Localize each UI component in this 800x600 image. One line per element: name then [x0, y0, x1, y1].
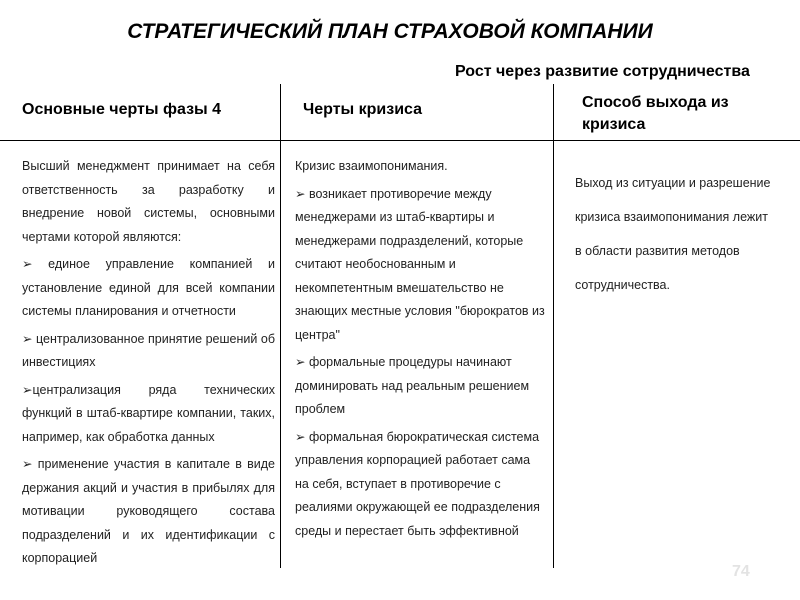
solution-column-header: Способ выхода из кризиса: [582, 94, 729, 133]
solution-column: [575, 166, 775, 306]
features-bullet: ➢централизация ряда технических функций в штаб-квартире компании, таких, например, как обработка данных: [22, 382, 275, 444]
crisis-intro: Кризис взаимопонимания.: [295, 159, 448, 173]
crisis-bullet: ➢ формальная бюрократическая система управления корпорацией работает сама на себя, вступает в противоречие с реалиями окружающей ее подразделения среды и перестает быть эффективной: [295, 429, 540, 538]
features-column: [22, 155, 275, 575]
features-column-header: Основные черты фазы 4: [22, 101, 222, 118]
subtitle: Рост через развитие сотрудничества: [455, 63, 750, 80]
column-divider-left: [280, 84, 281, 568]
page-title: СТРАТЕГИЧЕСКИЙ ПЛАН СТРАХОВОЙ КОМПАНИИ: [127, 20, 653, 43]
crisis-bullet: ➢ возникает противоречие между менеджерами из штаб-квартиры и менеджерами подразделений, которые считают необоснованным и некомпетентным вмешательство не знающих местные условия "бюрократов из центра": [295, 186, 545, 342]
features-bullet: ➢ централизованное принятие решений об инвестициях: [22, 331, 275, 369]
page-number: 74: [732, 563, 750, 580]
column-divider-right: [553, 84, 554, 568]
crisis-column: [295, 155, 545, 547]
solution-text: Выход из ситуации и разрешение кризиса взаимопонимания лежит в области развития методов сотрудничества.: [575, 176, 771, 292]
features-intro: Высший менеджмент принимает на себя ответственность за разработку и внедрение новой системы, основными чертами которой являются:: [22, 159, 275, 244]
crisis-column-header: Черты кризиса: [303, 101, 423, 118]
features-bullet: ➢ применение участия в капитале в виде держания акций и участия в прибылях для мотивации руководящего состава подразделений и их идентификации с корпорацией: [22, 457, 275, 565]
header-divider: [0, 140, 800, 141]
features-bullet: ➢ единое управление компанией и установление единой для всей компании системы планирования и отчетности: [22, 257, 275, 318]
crisis-bullet: ➢ формальные процедуры начинают доминировать над реальным решением проблем: [295, 355, 530, 416]
